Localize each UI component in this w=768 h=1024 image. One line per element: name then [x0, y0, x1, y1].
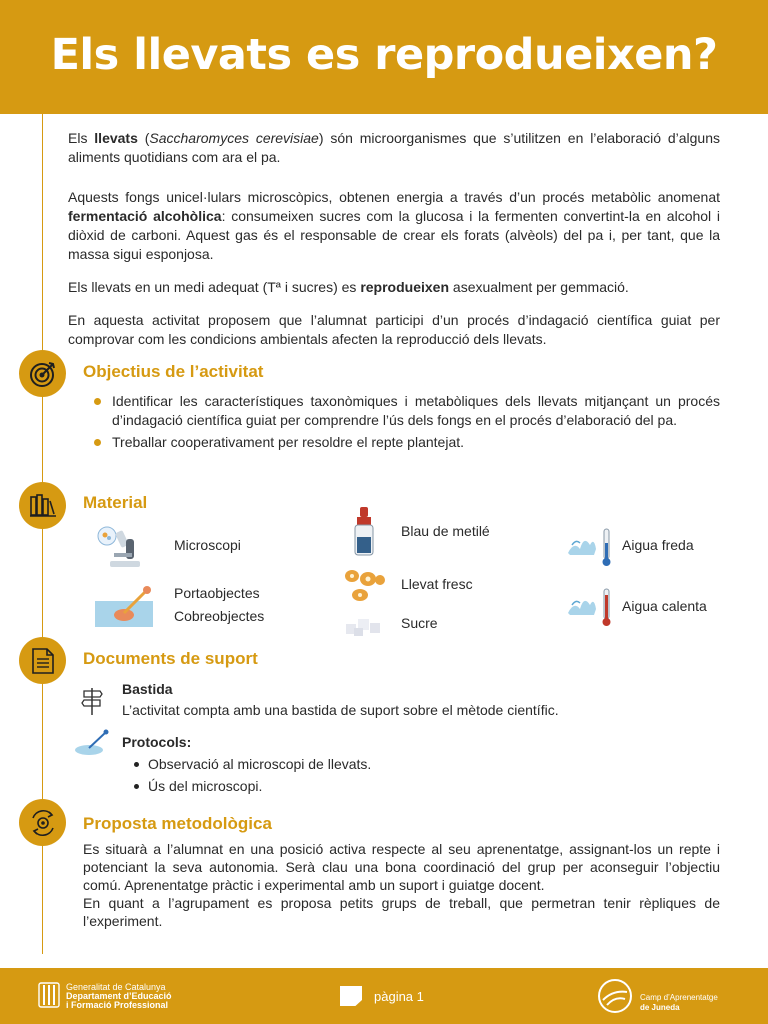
list-item-text: Treballar cooperativament per resoldre el repte plantejat. [112, 434, 465, 450]
material-llevat: Llevat fresc [401, 576, 473, 592]
petri-dish-icon [73, 729, 113, 762]
metodologica-paragraph-1: Es situarà a l’alumnat en una posició activa respecte al seu aprenentatge, assignant-los un repte i potenciant la seva autonomia. Serà clau una bona coordinació del grup per aconseguir l’objectiu comú. Aprenentatge pràctic i experimental amb un suport i guiatge docent. [83, 841, 720, 893]
list-item [94, 392, 720, 430]
bullet-dot [94, 398, 101, 405]
camp-line1: Camp d’Aprenentatge [640, 993, 718, 1002]
books-icon [19, 482, 66, 529]
camp-line2: de Juneda [640, 1003, 680, 1012]
protocols-title: Protocols: [122, 734, 192, 750]
gears-cycle-icon-svg [28, 808, 58, 838]
signpost-icon [80, 686, 104, 721]
microscope-icon [96, 525, 148, 574]
text: Aquests fongs unicel·lulars microscòpics, obtenen energia a través d’un procés metabòlic anomenat [68, 189, 720, 205]
material-calenta: Aigua calenta [622, 598, 707, 614]
metodologica-paragraph-2: En quant a l’agrupament es proposa petits grups de treball, que permetran tenir rèpliques de l’experiment. [83, 895, 720, 929]
document-icon [19, 637, 66, 684]
hot-water-icon [566, 585, 616, 634]
text-bold: llevats [94, 130, 138, 146]
metodologica-title: Proposta metodològica [83, 814, 272, 833]
objectius-list [94, 392, 720, 455]
intro-paragraph-1 [68, 129, 720, 167]
protocols-list [132, 755, 371, 799]
text: ( [137, 130, 150, 146]
material-microscopi: Microscopi [174, 537, 241, 553]
document-icon-svg [31, 647, 55, 675]
gears-cycle-icon [19, 799, 66, 846]
list-item: Observació al microscopi de llevats. [132, 755, 371, 777]
page-label: pàgina 1 [374, 988, 424, 1004]
generalitat-shield-icon [38, 982, 60, 1010]
target-icon-svg [28, 359, 58, 389]
intro-paragraph-3 [68, 278, 720, 297]
objectius-title: Objectius de l’activitat [83, 362, 264, 381]
cold-water-icon [566, 525, 616, 574]
generalitat-line2: Departament d’Educació [66, 991, 172, 1001]
material-portaobjectes: Portaobjectes [174, 585, 260, 601]
material-title: Material [83, 493, 148, 512]
slide-icon [94, 585, 154, 634]
text: ) són microorganismes que s’utilitzen en l’elaboració d’alguns aliments quotidians com ara el pa. [68, 130, 721, 165]
material-cobreobjectes: Cobreobjectes [174, 608, 265, 624]
bastida-text: L’activitat compta amb una bastida de suport sobre el mètode científic. [122, 702, 559, 718]
text-italic: Saccharomyces cerevisiae [149, 130, 319, 146]
page-icon [340, 986, 362, 1006]
intro-text [68, 129, 720, 363]
text-bold: reprodueixen [360, 279, 450, 295]
list-item-text: Identificar les característiques taxonòmiques i metabòliques dels llevats mitjançant un procés d’indagació científica guiat per comprendre l’ús dels fongs en el procés d’elaboració del pa. [112, 393, 720, 428]
text-bold: fermentació alcohòlica [68, 208, 222, 224]
list-item: Ús del microscopi. [132, 777, 371, 799]
text: Els [68, 130, 95, 146]
header-banner [0, 0, 768, 114]
generalitat-line3: i Formació Professional [66, 1000, 169, 1010]
camp-logo-icon [597, 978, 633, 1014]
books-icon-svg [29, 493, 57, 519]
metodologica-text [83, 840, 720, 930]
intro-paragraph-4: En aquesta activitat proposem que l’alumnat participi d’un procés d’indagació científica guiat per comprovar com les condicions ambientals afecten la reproducció dels llevats. [68, 312, 720, 347]
page-title: Els llevats es reprodueixen? [50, 30, 718, 80]
material-blau: Blau de metilé [401, 523, 490, 539]
text: asexualment per gemmació. [449, 279, 629, 295]
material-sucre: Sucre [401, 615, 438, 631]
text: : consumeixen sucres com la glucosa i la fermenten convertint-la en alcohol i diòxid de carboni. Aquest gas és el responsable de crear els forats (alvèols) del pa i, per tant, que la massa sigui esponjosa. [68, 208, 721, 262]
text: Els llevats en un medi adequat (Tª i sucres) es [68, 279, 361, 295]
material-freda: Aigua freda [622, 537, 694, 553]
intro-paragraph-2 [68, 188, 720, 264]
bastida-title: Bastida [122, 681, 173, 697]
yeast-icon [343, 566, 387, 609]
documents-title: Documents de suport [83, 649, 258, 668]
bullet-dot [94, 439, 101, 446]
target-icon [19, 350, 66, 397]
list-item [94, 433, 720, 452]
dropper-bottle-icon [350, 507, 378, 562]
footer [0, 968, 768, 1024]
sugar-icon [344, 613, 386, 642]
page-indicator [340, 986, 424, 1006]
generalitat-line1: Generalitat de Catalunya [66, 982, 166, 992]
